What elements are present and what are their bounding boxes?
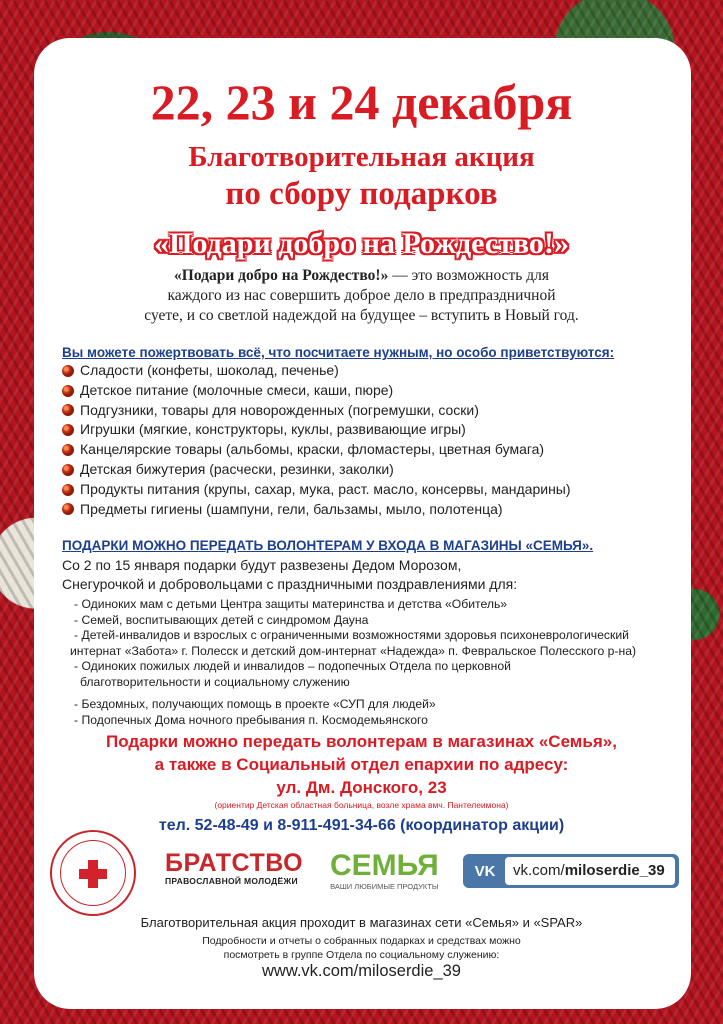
list-item: [62, 440, 571, 460]
list-item: [62, 420, 571, 440]
footer-line-3: посмотреть в группе Отдела по социальному служению:: [223, 949, 500, 961]
ornament-bullet-icon: [62, 503, 74, 515]
ornament-bullet-icon: [62, 385, 74, 397]
event-dates: 22, 23 и 24 декабря: [150, 74, 573, 130]
list-item: [62, 460, 571, 480]
intro-line-3: суете, и со светлой надеждой на будущее – вступить в Новый год.: [144, 307, 579, 324]
bratstvo-subtitle: ПРАВОСЛАВНОЙ МОЛОДЁЖИ: [165, 876, 298, 886]
list-item-label: Сладости (конфеты, шоколад, печенье): [80, 362, 339, 378]
donation-list: [62, 361, 571, 519]
red-cross-icon: [79, 860, 107, 888]
ornament-bullet-icon: [62, 404, 74, 416]
ornament-bullet-icon: [62, 444, 74, 456]
bratstvo-logo: [165, 850, 303, 886]
intro-line-2: каждого из нас совершить доброе дело в предпраздничной: [167, 287, 556, 304]
bratstvo-title: БРАТСТВО: [165, 849, 304, 877]
volunteers-text-1: Со 2 по 15 января подарки будут развезены Дедом Морозом,: [62, 557, 462, 573]
list-item-label: Игрушки (мягкие, конструкторы, куклы, развивающие игры): [80, 421, 466, 438]
social-service-logo: [50, 830, 136, 916]
vk-prefix: vk.com/: [513, 862, 565, 879]
contact-phone: тел. 52-48-49 и 8-911-491-34-66 (координатор акции): [158, 817, 565, 834]
ornament-bullet-icon: [62, 424, 74, 436]
vk-icon: VK: [474, 862, 496, 880]
donations-heading: Вы можете пожертвовать всё, что посчитаете нужным, но особо приветствуются:: [62, 345, 615, 360]
recipient-item: - Бездомных, получающих помощь в проекте «СУП для людей»: [74, 697, 436, 711]
volunteers-text-2: Снегурочкой и добровольцами с праздничными поздравлениями для:: [62, 576, 518, 592]
list-item: [62, 500, 571, 520]
semya-subtitle: ВАШИ ЛЮБИМЫЕ ПРОДУКТЫ: [330, 882, 439, 891]
vk-link-badge[interactable]: [463, 854, 679, 888]
list-item: [62, 361, 571, 381]
address-line-2: а также в Социальный отдел епархии по адресу:: [154, 755, 569, 774]
intro-bold: «Подари добро на Рождество!»: [174, 267, 389, 284]
volunteers-heading: ПОДАРКИ МОЖНО ПЕРЕДАТЬ ВОЛОНТЕРАМ У ВХОДА В МАГАЗИНЫ «СЕМЬЯ».: [62, 538, 594, 553]
list-item-label: Продукты питания (крупы, сахар, мука, раст. масло, консервы, мандарины): [80, 480, 571, 497]
list-item-label: Предметы гигиены (шампуни, гели, бальзамы, мыло, полотенца): [80, 500, 503, 517]
list-item-label: Детская бижутерия (расчески, резинки, заколки): [80, 460, 394, 477]
recipient-item: - Семей, воспитывающих детей с синдромом Дауна: [74, 612, 369, 627]
footer-line-2: Подробности и отчеты о собранных подарках и средствах можно: [202, 935, 521, 947]
recipient-item: интернат «Забота» г. Полесск и детский дом-интернат «Надежда» п. Февральское Полесского р-на): [70, 643, 637, 658]
address-line-1: Подарки можно передать волонтерам в магазинах «Семья»,: [106, 732, 617, 751]
volunteers-text: [62, 556, 517, 594]
event-slogan: «Подари добро на Рождество!»: [154, 227, 569, 260]
vk-handle: miloserdie_39: [564, 862, 665, 879]
list-item-label: Канцелярские товары (альбомы, краски, фломастеры, цветная бумага): [80, 441, 545, 458]
footer-url[interactable]: www.vk.com/miloserdie_39: [262, 962, 461, 980]
semya-logo: [330, 850, 439, 891]
list-item: [62, 381, 571, 401]
list-item-label: Подгузники, товары для новорожденных (погремушки, соски): [80, 401, 479, 418]
address-orientation: (ориентир Детская областная больница, возле храма вмч. Пантелеимона): [214, 800, 509, 810]
intro-line-1: — это возможность для: [388, 267, 549, 284]
footer-details: [0, 934, 723, 962]
recipient-item: - Подопечных Дома ночного пребывания п. Космодемьянского: [74, 712, 428, 727]
ornament-bullet-icon: [62, 464, 74, 476]
list-item: [62, 480, 571, 500]
footer-line-1: Благотворительная акция проходит в магазинах сети «Семья» и «SPAR»: [140, 915, 583, 930]
address-street: ул. Дм. Донского, 23: [276, 778, 447, 797]
list-item-label: Детское питание (молочные смеси, каши, пюре): [80, 381, 394, 398]
ornament-bullet-icon: [62, 484, 74, 496]
recipient-item: - Детей-инвалидов и взрослых с ограниченными возможностями здоровья психоневрологический: [74, 628, 629, 642]
vk-link-text[interactable]: [505, 857, 675, 885]
event-subtitle-2: по сбору подарков: [225, 176, 498, 212]
list-item: [62, 401, 571, 421]
recipient-item: благотворительности и социальному служению: [80, 674, 350, 689]
recipients-list: [70, 597, 637, 728]
event-subtitle-1: Благотворительная акция: [188, 141, 535, 173]
ornament-bullet-icon: [62, 365, 74, 377]
recipient-item: - Одиноких пожилых людей и инвалидов – подопечных Отдела по церковной: [74, 659, 511, 673]
recipient-item: - Одиноких мам с детьми Центра защиты материнства и детства «Обитель»: [74, 597, 508, 611]
intro-paragraph: [0, 266, 723, 326]
semya-title: СЕМЬЯ: [330, 849, 439, 882]
